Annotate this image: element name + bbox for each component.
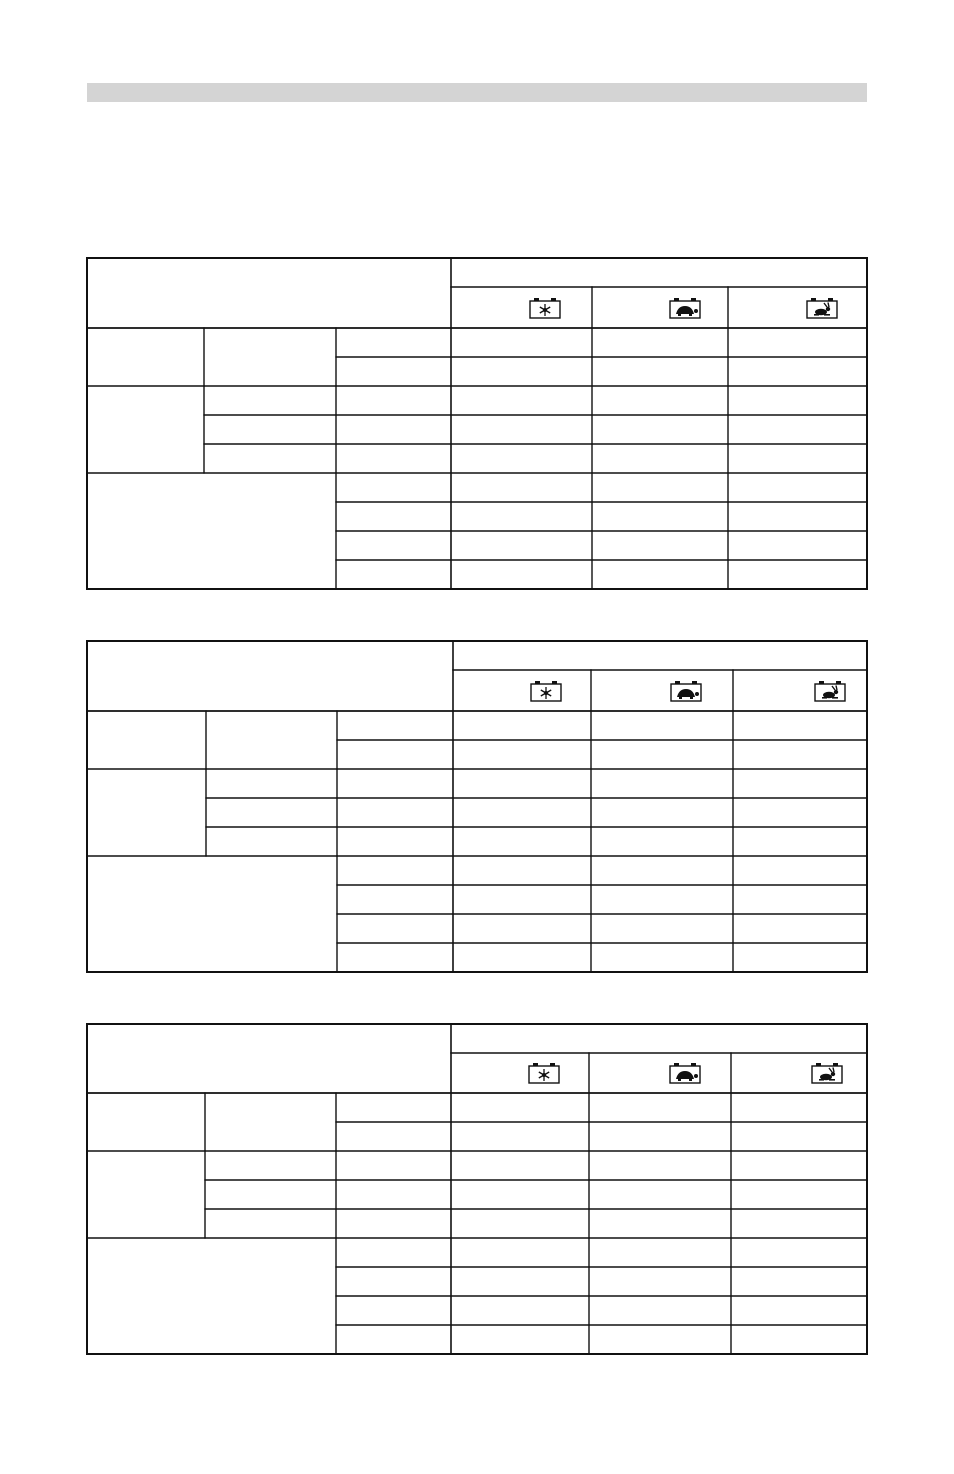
snowflake-battery-icon [528, 1062, 560, 1084]
snowflake-battery-icon [530, 680, 562, 702]
turtle-battery-icon [669, 297, 701, 319]
snowflake-battery-icon [529, 297, 561, 319]
turtle-battery-icon [670, 680, 702, 702]
rabbit-battery-icon [806, 297, 838, 319]
turtle-battery-icon [669, 1062, 701, 1084]
rabbit-battery-icon [814, 680, 846, 702]
rabbit-battery-icon [811, 1062, 843, 1084]
